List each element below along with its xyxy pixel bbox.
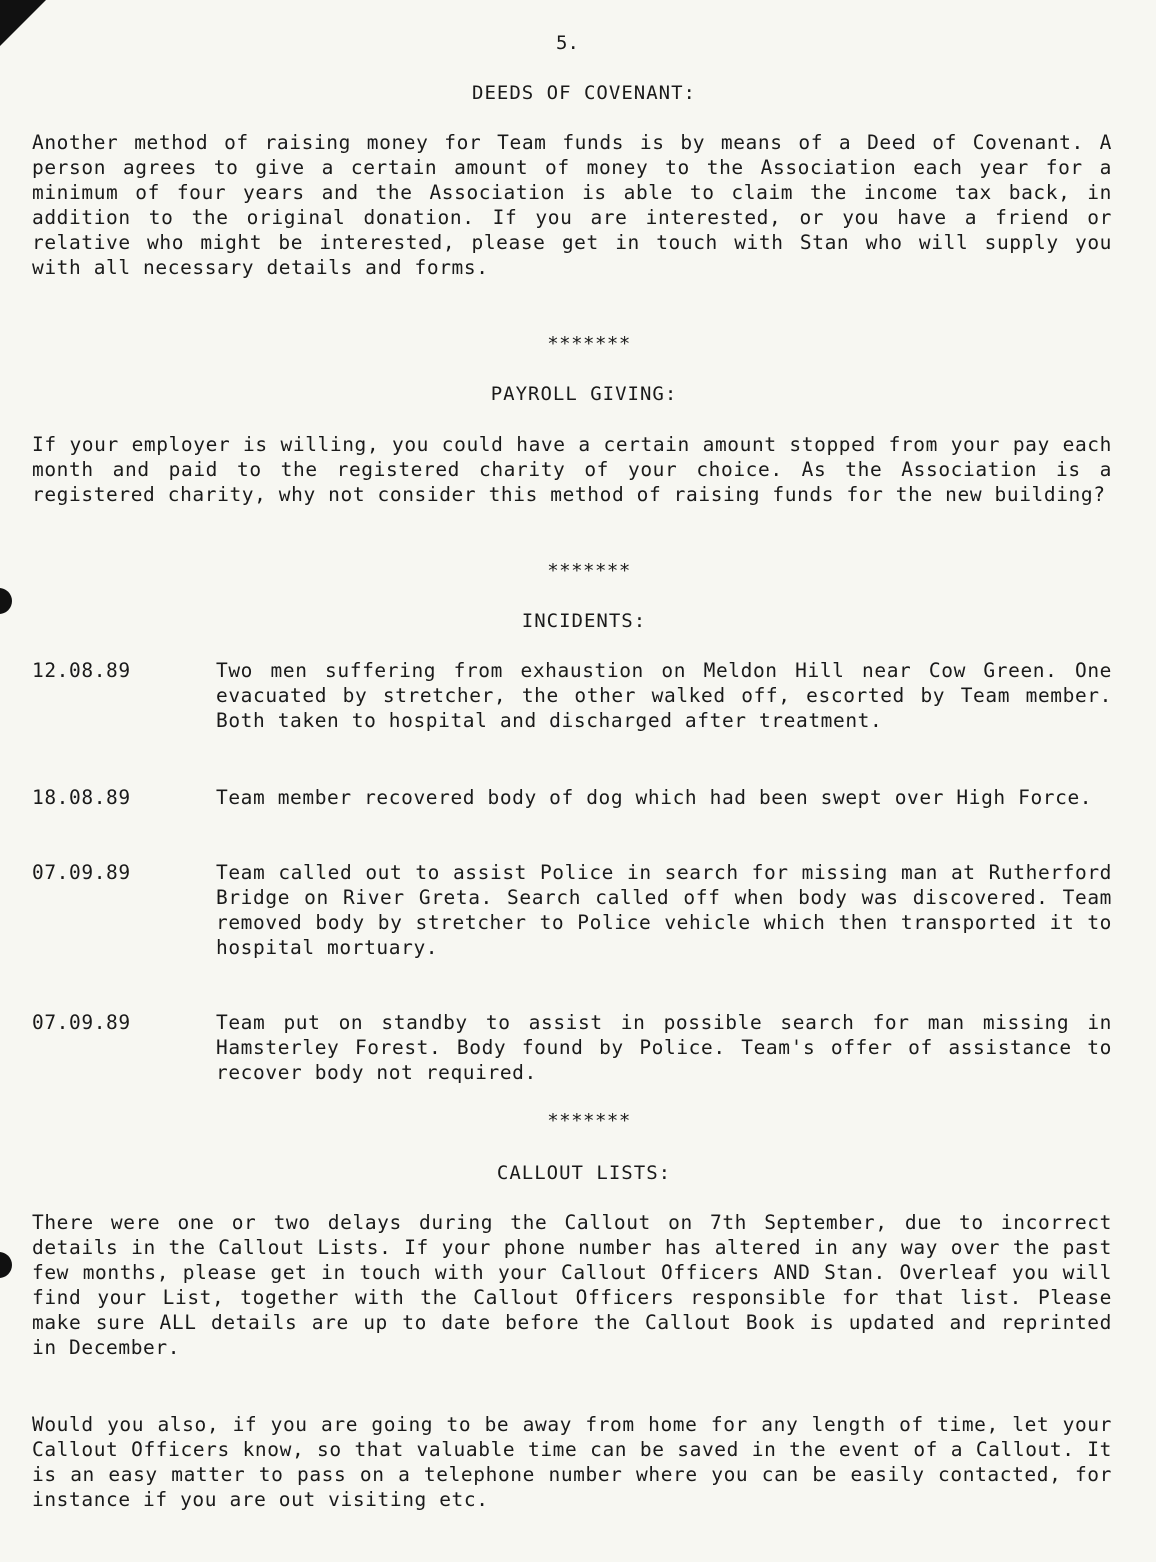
callout-paragraph-1: There were one or two delays during the Callout on 7th September, due to incorrect details in the Callout Lists. If your phone number has altered in any way over the past few months, please get in touch with your Callout Officers AND Stan. Overleaf you will find your List, together with the Callout Officers responsible for that list. Please make sure ALL details are up to date before the Callout Book is updated and reprinted in December.: [32, 1211, 1112, 1359]
incident-description: Two men suffering from exhaustion on Meldon Hill near Cow Green. One evacuated by stretcher, the other walked off, escorted by Team member. Both taken to hospital and discharged after treatment.: [216, 659, 1112, 732]
callout-heading: CALLOUT LISTS:: [496, 1162, 672, 1184]
incident-description: Team put on standby to assist in possible search for man missing in Hamsterley Forest. Body found by Police. Team's offer of assistance to recover body not required.: [216, 1011, 1112, 1084]
page-corner: [0, 0, 46, 46]
payroll-heading: PAYROLL GIVING:: [490, 383, 678, 405]
incident-date: 07.09.89: [32, 1011, 131, 1034]
incident-date: 12.08.89: [32, 659, 131, 682]
payroll-paragraph: If your employer is willing, you could have a certain amount stopped from your pay each month and paid to the registered charity of your choice. As the Association is a registered charity, why not consider this method of raising funds for the new building?: [32, 433, 1112, 506]
incidents-heading: INCIDENTS:: [521, 610, 647, 632]
covenant-paragraph: Another method of raising money for Team funds is by means of a Deed of Covenant. A person agrees to give a certain amount of money to the Association each year for a minimum of four years and the Association is able to claim the income tax back, in addition to the original donation. If you are interested, or you have a friend or relative who might be interested, please get in touch with Stan who will supply you with all necessary details and forms.: [32, 131, 1112, 279]
incident-date: 07.09.89: [32, 861, 131, 884]
page-number: 5.: [556, 32, 579, 54]
incident-description: Team called out to assist Police in search for missing man at Rutherford Bridge on River Greta. Search called off when body was discovered. Team removed body by stretcher to Police vehicle which then transported it to hospital mortuary.: [216, 861, 1112, 959]
incident-entry: [32, 785, 1112, 810]
separator-stars: *******: [547, 333, 631, 355]
incident-entry: [32, 1010, 1112, 1085]
separator-stars: *******: [547, 560, 631, 582]
callout-paragraph-2: Would you also, if you are going to be away from home for any length of time, let your Callout Officers know, so that valuable time can be saved in the event of a Callout. It is an easy matter to pass on a telephone number where you can be easily contacted, for instance if you are out visiting etc.: [32, 1413, 1112, 1511]
incident-description: Team member recovered body of dog which had been swept over High Force.: [216, 786, 1093, 809]
separator-stars: *******: [547, 1110, 631, 1132]
incident-entry: [32, 860, 1112, 960]
incident-date: 18.08.89: [32, 786, 131, 809]
punch-hole-bottom: [0, 1252, 12, 1278]
covenant-heading: DEEDS OF COVENANT:: [472, 82, 696, 104]
incident-entry: [32, 658, 1112, 733]
